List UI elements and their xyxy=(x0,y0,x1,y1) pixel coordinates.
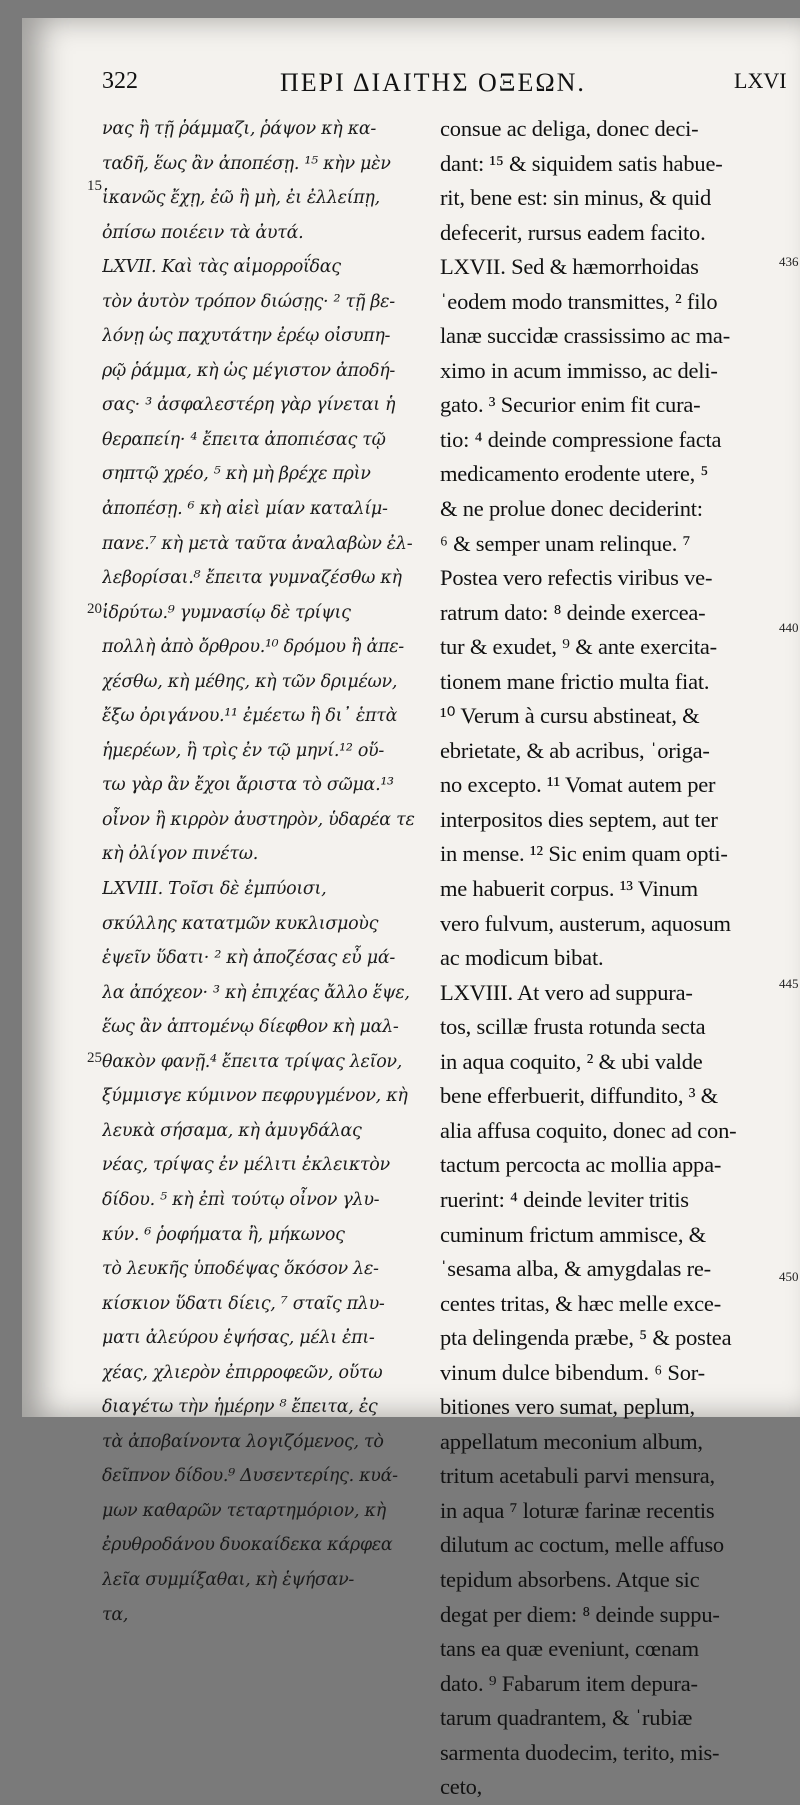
text-line: θακὸν φανῇ.⁴ ἔπειτα τρίψας λεῖον, xyxy=(102,1051,403,1072)
text-line: dato. ⁹ Fabarum item depura- xyxy=(440,1670,698,1696)
text-line: LXVIII. At vero ad suppura- xyxy=(440,979,693,1005)
text-line: vinum dulce bibendum. ⁶ Sor- xyxy=(440,1359,705,1385)
text-line: cuminum frictum ammisce, & xyxy=(440,1221,706,1247)
text-line: λεῖα συμμίξαθαι, κὴ ἑψήσαν- xyxy=(102,1569,355,1590)
text-line: κύν. ⁶ ῥοφήματα ἢ, μήκωνος xyxy=(102,1224,345,1245)
text-line: lanæ succidæ crassissimo ac ma- xyxy=(440,323,730,349)
text-line: gato. ³ Securior enim fit cura- xyxy=(440,392,701,418)
text-line: ξύμμισγε κύμινον πεφρυγμένον, κὴ xyxy=(102,1086,408,1107)
text-line: tactum percocta ac mollia appa- xyxy=(440,1152,722,1178)
text-line: κίσκιον ὕδατι δίεις, ⁷ σταῖς πλυ- xyxy=(102,1293,385,1314)
text-line: LXVII. Sed & hæmorrhoidas xyxy=(440,254,699,280)
text-line: τα, xyxy=(102,1604,129,1625)
margin-line-number: 25 xyxy=(87,1050,102,1066)
text-line: tans ea quæ eveniunt, cœnam xyxy=(440,1636,699,1662)
text-line: centes tritas, & hæc melle exce- xyxy=(440,1290,721,1316)
margin-line-number: 15 xyxy=(87,178,102,194)
text-line: Postea vero refectis viribus ve- xyxy=(440,565,713,591)
text-line: no excepto. ¹¹ Vomat autem per xyxy=(440,772,716,798)
text-line: ἔξω ὀριγάνου.¹¹ ἐμέετω ἢ δι᾽ ἑπτὰ xyxy=(102,706,398,727)
text-line: ¹⁰ Verum à cursu abstineat, & xyxy=(440,703,700,729)
text-line: dant: ¹⁵ & siquidem satis habue- xyxy=(440,150,723,176)
text-line: ἐρυθροδάνου δυοκαίδεκα κάρφεα xyxy=(102,1535,393,1556)
text-line: consue ac deliga, donec deci- xyxy=(440,116,699,141)
text-line: LXVIII. Τοῖσι δὲ ἐμπύοισι, xyxy=(102,879,327,900)
text-line: alia affusa coquito, donec ad con- xyxy=(440,1117,737,1143)
text-line: in mense. ¹² Sic enim quam opti- xyxy=(440,841,728,867)
book-page xyxy=(22,18,800,1800)
margin-ref-number: 445 xyxy=(779,976,799,991)
text-line: dilutum ac coctum, melle affuso xyxy=(440,1532,724,1558)
margin-ref-number: 436 xyxy=(779,254,799,269)
text-line: in aqua ⁷ loturæ farinæ recentis xyxy=(440,1497,715,1523)
text-line: ταδῆ, ἕως ἂν ἀποπέσῃ. ¹⁵ κὴν μὲν xyxy=(102,153,391,174)
text-line: χέας, χλιερὸν ἐπιρροφεῶν, οὕτω xyxy=(102,1362,383,1383)
text-line: defecerit, rursus eadem facito. xyxy=(440,219,706,245)
text-line: νας ἢ τῇ ῥάμμαζι, ῥάψον κὴ κα- xyxy=(102,119,377,139)
text-line: bene efferbuerit, diffundito, ³ & xyxy=(440,1083,718,1109)
text-line: ἕως ἂν ἁπτομένῳ δίεφθον κὴ μαλ- xyxy=(102,1017,399,1038)
text-line: νέας, τρίψας ἐν μέλιτι ἐκλεικτὸν xyxy=(102,1155,390,1176)
text-line: tepidum absorbens. Atque sic xyxy=(440,1566,700,1592)
text-line: me habuerit corpus. ¹³ Vinum xyxy=(440,876,698,902)
text-line: rit, bene est: sin minus, & quid xyxy=(440,185,712,211)
text-line: LXVII. Καὶ τὰς αἱμορροΐδας xyxy=(102,257,341,278)
text-line: ratrum dato: ⁸ deinde exercea- xyxy=(440,599,706,625)
text-line: οἶνον ἢ κιρρὸν ἀυστηρὸν, ὑδαρέα τε xyxy=(102,809,415,830)
text-line: tionem mane frictio multa fiat. xyxy=(440,668,710,694)
greek-text-column xyxy=(102,112,432,1632)
margin-ref-number: 440 xyxy=(779,620,799,635)
text-line: ˈsesama alba, & amygdalas re- xyxy=(440,1256,711,1282)
text-line: degat per diem: ⁸ deinde suppu- xyxy=(440,1601,720,1627)
text-line: in aqua coquito, ² & ubi valde xyxy=(440,1048,703,1074)
text-line: ximo in acum immisso, ac deli- xyxy=(440,357,718,383)
text-line: ἀποπέσῃ. ⁶ κὴ αἰεὶ μίαν καταλίμ- xyxy=(102,499,388,520)
text-line: θεραπείη· ⁴ ἔπειτα ἀποπιέσας τῷ xyxy=(102,429,386,450)
text-line: sarmenta duodecim, terito, mis- xyxy=(440,1739,720,1765)
text-line: bitiones vero sumat, peplum, xyxy=(440,1394,695,1420)
text-line: δεῖπνον δίδου.⁹ Δυσεντερίης. κυά- xyxy=(102,1466,398,1487)
text-line: ἱδρύτω.⁹ γυμνασίῳ δὲ τρίψις xyxy=(102,602,351,623)
text-line: ˈeodem modo transmittes, ² filo xyxy=(440,288,718,314)
text-line: ρῷ ῥάμμα, κὴ ὡς μέγιστον ἀποδή- xyxy=(102,360,396,381)
text-line: διαγέτω τὴν ἡμέρην ⁸ ἔπειτα, ἐς xyxy=(102,1397,378,1418)
text-line: μων καθαρῶν τεταρτημόριον, κὴ xyxy=(102,1500,386,1521)
text-line: ματι ἀλεύρου ἑψήσας, μέλι ἐπι- xyxy=(102,1328,375,1349)
text-line: δίδου. ⁵ κὴ ἐπὶ τούτῳ οἶνον γλυ- xyxy=(102,1189,380,1210)
text-line: χέσθω, κὴ μέθης, κὴ τῶν δριμέων, xyxy=(102,671,398,692)
margin-line-number: 20 xyxy=(87,601,102,617)
text-line: tritum acetabuli parvi mensura, xyxy=(440,1463,715,1489)
text-line: ac modicum bibat. xyxy=(440,945,604,971)
text-line: λόνῃ ὡς παχυτάτην ἐρέῳ οἰσυπη- xyxy=(102,326,391,347)
text-line: ἡμερέων, ἢ τρὶς ἐν τῷ μηνί.¹² οὕ- xyxy=(102,740,385,761)
text-line: interpositos dies septem, aut ter xyxy=(440,806,718,832)
margin-ref-number: 450 xyxy=(779,1269,799,1284)
text-line: ceto, xyxy=(440,1774,483,1800)
text-line: σας· ³ ἀσφαλεστέρη γὰρ γίνεται ἡ xyxy=(102,395,396,416)
text-line: tos, scillæ frusta rotunda secta xyxy=(440,1014,706,1040)
text-line: τὸν ἀυτὸν τρόπον διώσῃς· ² τῇ βε- xyxy=(102,291,395,312)
running-title: ΠΕΡΙ ΔΙΑΙΤΗΣ ΟΞΕΩΝ. xyxy=(280,68,586,97)
text-line: ⁶ & semper unam relinque. ⁷ xyxy=(440,530,691,556)
section-number: LXVI xyxy=(734,68,787,93)
text-line: σκύλλης κατατμῶν κυκλισμοὺς xyxy=(102,913,379,934)
text-line: ἑψεῖν ὕδατι· ² κὴ ἀποζέσας εὖ μά- xyxy=(102,948,395,969)
text-line: ὀπίσω ποιέειν τὰ ἀυτά. xyxy=(102,222,304,243)
text-line: vero fulvum, austerum, aquosum xyxy=(440,910,731,936)
text-line: σηπτῷ χρέο, ⁵ κὴ μὴ βρέχε πρὶν xyxy=(102,464,371,485)
text-line: ebrietate, & ab acribus, ˈoriga- xyxy=(440,737,710,763)
text-line: πολλὴ ἀπὸ ὄρθρου.¹⁰ δρόμου ἢ ἀπε- xyxy=(102,637,404,658)
text-line: tarum quadrantem, & ˈrubiæ xyxy=(440,1705,693,1731)
text-line: τὰ ἀποβαίνοντα λογιζόμενος, τὸ xyxy=(102,1431,384,1452)
text-line: κὴ ὀλίγον πινέτω. xyxy=(102,844,259,865)
text-line: τὸ λευκῆς ὑποδέψας ὅκόσον λε- xyxy=(102,1259,379,1280)
latin-text-column xyxy=(440,112,800,1805)
text-line: λα ἀπόχεον· ³ κὴ ἐπιχέας ἄλλο ἕψε, xyxy=(102,982,410,1003)
text-line: appellatum meconium album, xyxy=(440,1428,703,1454)
text-line: & ne prolue donec deciderint: xyxy=(440,496,703,522)
text-line: τω γὰρ ἂν ἔχοι ἄριστα τὸ σῶμα.¹³ xyxy=(102,775,394,796)
text-line: ἱκανῶς ἔχῃ, ἐῶ ἢ μὴ, ἐι ἐλλείπῃ, xyxy=(102,188,380,209)
text-line: λευκὰ σήσαμα, κὴ ἀμυγδάλας xyxy=(102,1120,362,1141)
text-line: πανε.⁷ κὴ μετὰ ταῦτα ἀναλαβὼν ἐλ- xyxy=(102,533,413,554)
text-line: tur & exudet, ⁹ & ante exercita- xyxy=(440,634,717,660)
text-line: λεβορίσαι.⁸ ἔπειτα γυμναζέσθω κὴ xyxy=(102,568,402,589)
text-line: medicamento erodente utere, ⁵ xyxy=(440,461,709,487)
text-line: pta delingenda præbe, ⁵ & postea xyxy=(440,1325,732,1351)
page-number: 322 xyxy=(102,68,138,94)
text-line: ruerint: ⁴ deinde leviter tritis xyxy=(440,1186,689,1212)
text-line: tio: ⁴ deinde compressione facta xyxy=(440,426,722,452)
